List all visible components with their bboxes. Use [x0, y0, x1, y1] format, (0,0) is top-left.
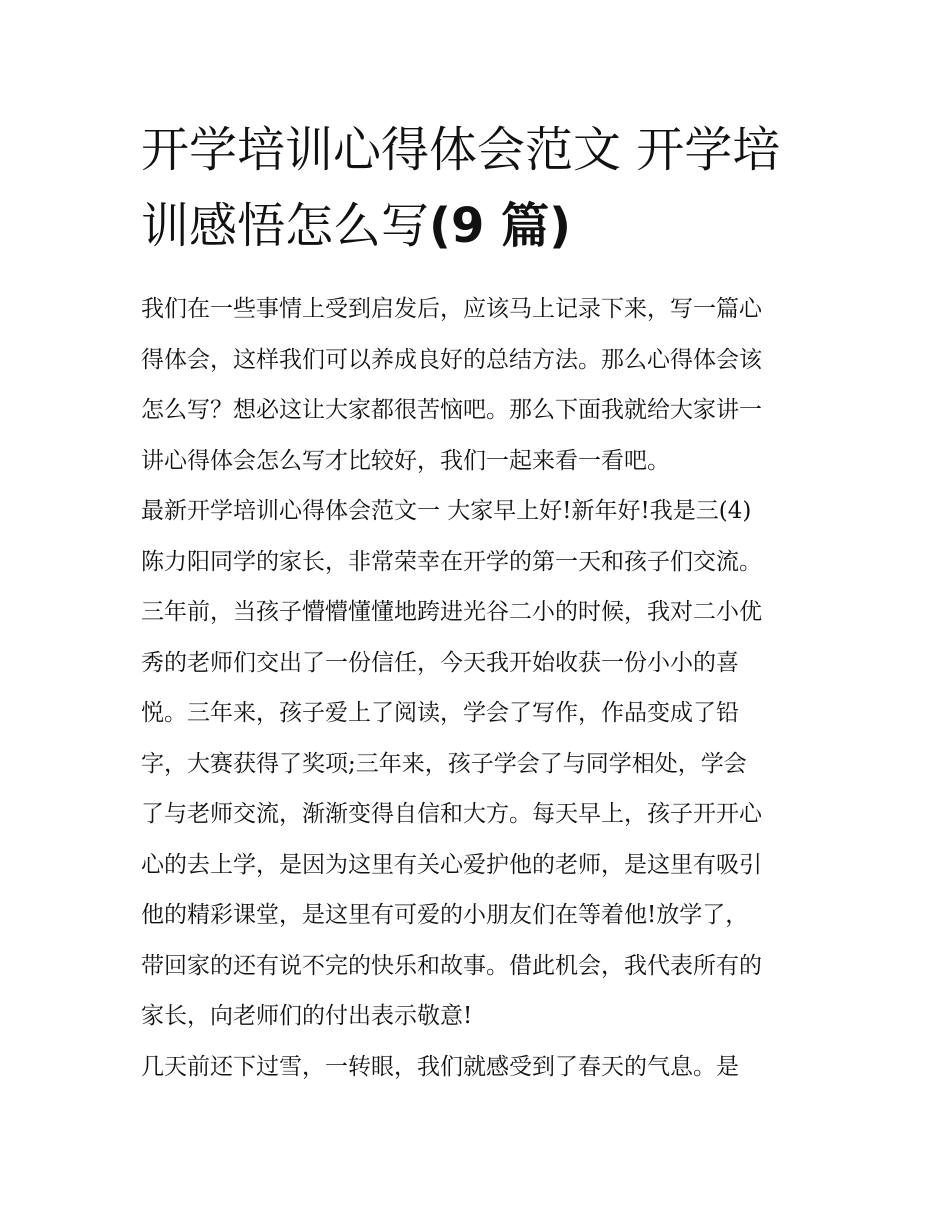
- document-title: [141, 112, 816, 264]
- title-line-2-text: 训感悟怎么写: [141, 198, 430, 254]
- body-line: 秀的老师们交出了一份信任，今天我开始收获一份小小的喜: [141, 649, 739, 676]
- body-line: 了与老师交流，渐渐变得自信和大方。每天早上，孩子开开心: [141, 801, 762, 827]
- body-line: 三年前，当孩子懵懵懂懂地跨进光谷二小的时候，我对二小优: [141, 599, 762, 625]
- body-line: 我们在一些事情上受到启发后，应该马上记录下来，写一篇心: [141, 296, 762, 322]
- body-line: 家长，向老师们的付出表示敬意!: [141, 1003, 473, 1029]
- body-line: 悦。三年来，孩子爱上了阅读，学会了写作，作品变成了铅: [141, 700, 739, 726]
- body-line: 最新开学培训心得体会范文一 大家早上好!新年好!我是三(4): [141, 498, 752, 524]
- title-line-2: [141, 188, 816, 264]
- body-line: 带回家的还有说不完的快乐和故事。借此机会，我代表所有的: [141, 952, 762, 979]
- body-line: 陈力阳同学的家长，非常荣幸在开学的第一天和孩子们交流。: [141, 548, 762, 575]
- body-line: 字，大赛获得了奖项;三年来，孩子学会了与同学相处，学会: [141, 750, 747, 777]
- body-line: 怎么写？想必这让大家都很苦恼吧。那么下面我就给大家讲一: [141, 397, 762, 423]
- body-line: 几天前还下过雪，一转眼，我们就感受到了春天的气息。是: [141, 1053, 739, 1080]
- document-body: [141, 284, 816, 1092]
- body-line: 心的去上学，是因为这里有关心爱护他的老师，是这里有吸引: [141, 851, 762, 878]
- title-line-1: 开学培训心得体会范文 开学培: [141, 122, 781, 178]
- document-content: [141, 112, 816, 1092]
- title-line-2-count: (9 篇): [429, 198, 572, 254]
- body-line: 讲心得体会怎么写才比较好，我们一起来看一看吧。: [141, 447, 670, 474]
- body-line: 他的精彩课堂，是这里有可爱的小朋友们在等着他!放学了，: [141, 902, 749, 928]
- body-line: 得体会，这样我们可以养成良好的总结方法。那么心得体会该: [141, 346, 762, 373]
